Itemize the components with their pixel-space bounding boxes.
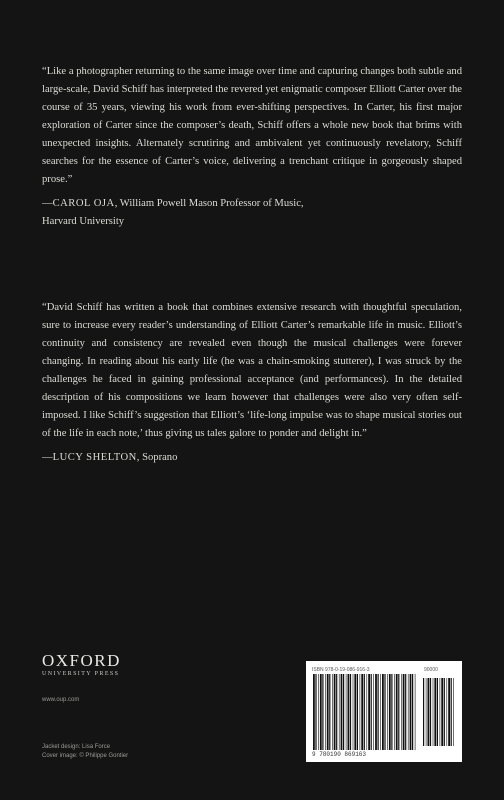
endorsement-quote-oja [42,63,462,231]
publisher-subtitle: UNIVERSITY PRESS [42,671,120,677]
endorsement-quote-shelton [42,299,462,467]
barcode-bars [312,674,418,750]
publisher-logo [42,652,121,679]
price-addon-text: 90000 [424,667,438,673]
isbn-text: ISBN 978-0-19-086-916-3 [312,667,370,673]
quote-author-affiliation: Harvard University [42,216,125,227]
quote-text: “David Schiff has written a book that combines extensive research with thoughtful speculation, sure to increase every reader’s understanding of Elliott Carter’s remarkable life in music. Elliott’s continuity and consistency are revealed even though the musical challenges were forever changing. In reading about his early life (he was a chain-smoking stutterer), I was struck by the challenges he faced in gaining professional acceptance (and performances). In the detailed description of his compositions we learn however that challenges were also very often self-imposed. I like Schiff’s suggestion that Elliott’s ‘life-long impulse was to shape musical stories out of the life in each note,’ thus giving us tales galore to ponder and delight in.” [42,302,462,439]
cover-image-credit: Cover image: © Philippe Gontier [42,753,129,759]
barcode-supplement-bars [422,678,456,746]
quote-author-title: , Soprano [136,452,178,463]
quote-attribution: —CAROL OJA, William Powell Mason Professor of Music, Harvard University [42,195,462,231]
quote-author: CAROL OJA [52,198,115,209]
quote-author-title: , William Powell Mason Professor of Music, [114,198,304,209]
quote-author: LUCY SHELTON [52,452,137,463]
cover-credits [42,743,128,761]
barcode-digits: 9 780190 869163 [312,751,367,758]
jacket-design-credit: Jacket design: Lisa Force [42,744,111,750]
quote-attribution: —LUCY SHELTON, Soprano [42,452,178,463]
quote-text: “Like a photographer returning to the same image over time and capturing changes both subtle and large-scale, David Schiff has interpreted the revered yet enigmatic composer Elliott Carter over the course of 35 years, viewing his work from ever-shifting perspectives. In Carter, his first major exploration of Carter since the composer’s death, Schiff offers a whole new book that brims with unexpected insights. Alternately scrutiring and ambivalent yet continuously revelatory, Schiff searches for the essence of Carter’s voice, delivering a trenchant critique in gorgeously shaped prose.” [42,66,462,185]
publisher-website: www.oup.com [42,697,80,703]
barcode [306,661,462,762]
publisher-name: OXFORD [42,651,121,670]
